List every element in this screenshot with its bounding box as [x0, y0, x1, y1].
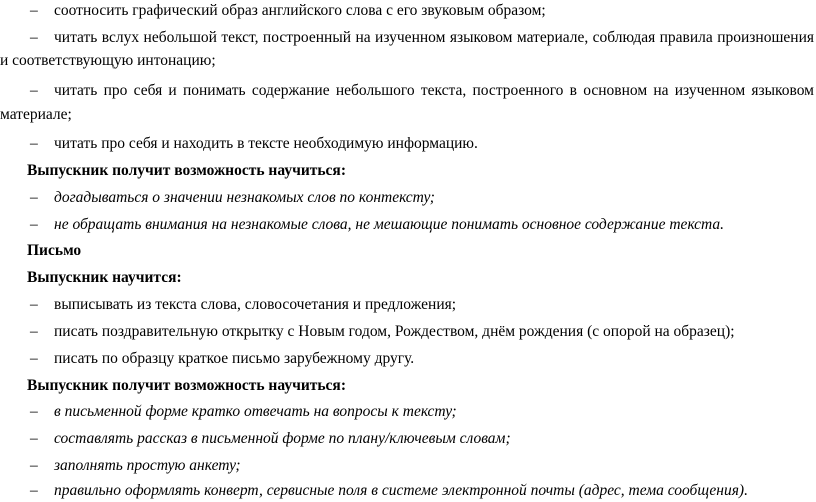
- list-item-text: составлять рассказ в письменной форме по плану/ключевым словам;: [54, 430, 511, 447]
- list-dash: –: [30, 2, 38, 19]
- list-dash: –: [30, 430, 38, 447]
- list-item-text: писать по образцу краткое письмо зарубежному другу.: [54, 350, 415, 367]
- list-dash: –: [30, 189, 38, 206]
- list-item-text: соотносить графический образ английского слова с его звуковым образом;: [54, 2, 546, 19]
- list-item-text: не обращать внимания на незнакомые слова, не мешающие понимать основное содержание текста.: [54, 216, 724, 233]
- list-dash: –: [30, 482, 38, 499]
- list-item-text: читать про себя и понимать содержание небольшого текста, построенного в основном на изученном языковом: [54, 82, 814, 99]
- list-item-text: в письменной форме кратко отвечать на вопросы к тексту;: [54, 403, 457, 420]
- list-dash: –: [30, 82, 38, 99]
- list-item-text: догадываться о значении незнакомых слов по контексту;: [54, 189, 435, 206]
- list-item-text: выписывать из текста слова, словосочетания и предложения;: [54, 296, 457, 313]
- list-dash: –: [30, 29, 38, 46]
- learns-heading: Выпускник научится:: [27, 269, 182, 286]
- list-dash: –: [30, 403, 38, 420]
- list-item-text: материале;: [0, 106, 72, 123]
- list-item-text: читать вслух небольшой текст, построенный на изученном языковом материале, соблюдая правила произношения: [54, 29, 814, 46]
- opportunity-heading: Выпускник получит возможность научиться:: [27, 377, 346, 394]
- list-item-text: заполнять простую анкету;: [54, 457, 241, 474]
- list-item-text: правильно оформлять конверт, сервисные поля в системе электронной почты (адрес, тема сообщения).: [54, 482, 748, 499]
- list-item-text: читать про себя и находить в тексте необходимую информацию.: [54, 135, 478, 152]
- list-item-text: писать поздравительную открытку с Новым годом, Рождеством, днём рождения (с опорой на образец);: [54, 323, 735, 340]
- list-dash: –: [30, 323, 38, 340]
- list-dash: –: [30, 457, 38, 474]
- list-dash: –: [30, 216, 38, 233]
- list-item-text: и соответствующую интонацию;: [0, 52, 216, 69]
- list-dash: –: [30, 296, 38, 313]
- writing-title: Письмо: [27, 242, 82, 259]
- opportunity-heading: Выпускник получит возможность научиться:: [27, 162, 346, 179]
- list-dash: –: [30, 135, 38, 152]
- list-dash: –: [30, 350, 38, 367]
